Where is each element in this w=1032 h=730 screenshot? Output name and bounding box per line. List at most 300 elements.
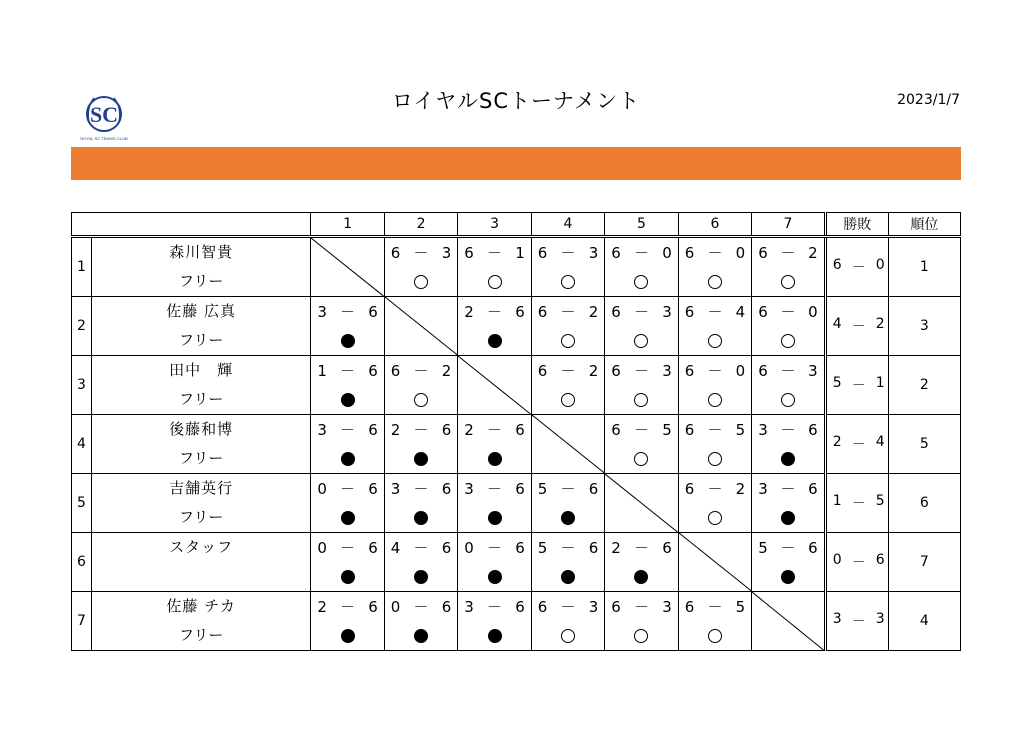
win-circle-icon bbox=[561, 629, 575, 643]
score-dash: － bbox=[707, 303, 723, 321]
match-score bbox=[752, 474, 823, 503]
result-mark bbox=[532, 267, 604, 296]
record-values bbox=[833, 493, 885, 513]
games-lost: 6 bbox=[368, 302, 378, 321]
player-number: 5 bbox=[72, 474, 92, 533]
win-circle-icon bbox=[708, 334, 722, 348]
result-mark bbox=[605, 385, 677, 414]
wins: 1 bbox=[832, 493, 842, 509]
losses: 0 bbox=[875, 257, 885, 273]
games-lost: 5 bbox=[662, 420, 672, 439]
games-lost: 6 bbox=[662, 538, 672, 557]
self-match-cell bbox=[605, 474, 678, 533]
player-name: 後藤和博 bbox=[169, 420, 234, 438]
header-blank bbox=[72, 213, 311, 237]
match-score bbox=[311, 533, 383, 562]
result-mark bbox=[458, 326, 530, 355]
result-mark bbox=[679, 503, 751, 532]
loss-dot-icon bbox=[488, 334, 502, 348]
self-match-cell bbox=[752, 592, 825, 651]
games-won: 3 bbox=[758, 420, 768, 439]
score-dash: － bbox=[780, 539, 796, 557]
win-loss-record bbox=[825, 297, 888, 356]
match-score bbox=[679, 297, 751, 326]
games-lost: 3 bbox=[662, 361, 672, 380]
result-mark bbox=[605, 562, 677, 591]
player-row bbox=[72, 356, 961, 415]
match-cell bbox=[311, 474, 384, 533]
record-dash: － bbox=[851, 260, 866, 276]
match-score bbox=[679, 474, 751, 503]
rank: 1 bbox=[888, 237, 960, 297]
rank: 6 bbox=[888, 474, 960, 533]
match-cell bbox=[384, 237, 457, 297]
games-lost: 6 bbox=[588, 538, 599, 557]
win-loss-record bbox=[825, 356, 888, 415]
games-won: 3 bbox=[464, 479, 474, 498]
score-dash: － bbox=[560, 244, 576, 262]
col-header: 1 bbox=[311, 213, 384, 237]
score-dash: － bbox=[340, 598, 356, 616]
games-won: 5 bbox=[537, 538, 548, 557]
result-mark bbox=[311, 326, 383, 355]
match-score bbox=[605, 415, 677, 444]
player-row bbox=[72, 415, 961, 474]
games-lost: 3 bbox=[588, 597, 599, 616]
win-circle-icon bbox=[708, 629, 722, 643]
result-mark bbox=[532, 385, 604, 414]
games-lost: 3 bbox=[441, 243, 452, 262]
match-cell bbox=[384, 474, 457, 533]
result-mark bbox=[385, 562, 457, 591]
wins: 2 bbox=[832, 434, 842, 450]
games-lost: 3 bbox=[662, 597, 672, 616]
match-score bbox=[385, 592, 457, 621]
player-number: 7 bbox=[72, 592, 92, 651]
loss-dot-icon bbox=[781, 511, 795, 525]
match-cell bbox=[531, 356, 604, 415]
player-row bbox=[72, 592, 961, 651]
result-mark bbox=[605, 444, 677, 473]
losses: 5 bbox=[875, 493, 885, 509]
win-circle-icon bbox=[708, 275, 722, 289]
games-won: 4 bbox=[390, 538, 401, 557]
score-dash: － bbox=[487, 539, 503, 557]
match-cell bbox=[531, 474, 604, 533]
col-header: 5 bbox=[605, 213, 678, 237]
games-won: 6 bbox=[611, 420, 621, 439]
player-club bbox=[92, 562, 310, 591]
score-dash: － bbox=[707, 362, 723, 380]
match-score bbox=[605, 297, 677, 326]
score-dash: － bbox=[560, 598, 576, 616]
player-name: 佐藤 チカ bbox=[166, 597, 236, 615]
games-won: 2 bbox=[390, 420, 401, 439]
games-lost: 5 bbox=[735, 597, 746, 616]
games-lost: 6 bbox=[808, 538, 818, 557]
games-lost: 0 bbox=[735, 243, 746, 262]
games-won: 6 bbox=[758, 243, 768, 262]
match-cell bbox=[678, 297, 751, 356]
games-won: 6 bbox=[537, 302, 548, 321]
score-dash: － bbox=[487, 598, 503, 616]
games-won: 0 bbox=[464, 538, 474, 557]
wins: 0 bbox=[832, 552, 842, 568]
win-circle-icon bbox=[561, 275, 575, 289]
player-number: 2 bbox=[72, 297, 92, 356]
win-loss-record bbox=[825, 533, 888, 592]
score-dash: － bbox=[780, 421, 796, 439]
result-mark bbox=[532, 326, 604, 355]
match-cell bbox=[752, 474, 825, 533]
result-mark bbox=[679, 385, 751, 414]
player-name: 吉舗英行 bbox=[169, 479, 234, 497]
logo-caption: ROYAL SC TENNIS CLUB bbox=[80, 136, 128, 141]
games-won: 3 bbox=[317, 420, 327, 439]
win-circle-icon bbox=[708, 393, 722, 407]
match-score bbox=[311, 297, 383, 326]
player-name: 田中 輝 bbox=[169, 361, 234, 379]
match-score bbox=[458, 533, 530, 562]
loss-dot-icon bbox=[561, 511, 575, 525]
record-values bbox=[833, 316, 885, 336]
player-row bbox=[72, 237, 961, 297]
result-mark bbox=[605, 326, 677, 355]
games-lost: 0 bbox=[808, 302, 818, 321]
loss-dot-icon bbox=[414, 629, 428, 643]
score-dash: － bbox=[413, 539, 429, 557]
rank: 3 bbox=[888, 297, 960, 356]
self-match-cell bbox=[531, 415, 604, 474]
diagonal-line bbox=[385, 297, 457, 355]
record-header: 勝敗 bbox=[825, 213, 888, 237]
player-club: フリー bbox=[178, 390, 224, 408]
player-number: 3 bbox=[72, 356, 92, 415]
score-dash: － bbox=[780, 244, 796, 262]
loss-dot-icon bbox=[341, 452, 355, 466]
round-robin-table bbox=[71, 212, 961, 651]
record-dash: － bbox=[851, 555, 866, 571]
match-score bbox=[752, 415, 823, 444]
score-dash: － bbox=[340, 303, 356, 321]
games-lost: 3 bbox=[808, 361, 818, 380]
match-cell bbox=[752, 533, 825, 592]
win-circle-icon bbox=[561, 393, 575, 407]
win-circle-icon bbox=[634, 393, 648, 407]
record-dash: － bbox=[851, 614, 866, 630]
score-dash: － bbox=[707, 480, 723, 498]
score-dash: － bbox=[340, 480, 356, 498]
score-dash: － bbox=[707, 598, 723, 616]
wins: 6 bbox=[832, 257, 842, 273]
games-won: 6 bbox=[684, 243, 695, 262]
match-cell bbox=[605, 356, 678, 415]
self-match-cell bbox=[678, 533, 751, 592]
games-lost: 0 bbox=[662, 243, 672, 262]
games-lost: 6 bbox=[368, 479, 378, 498]
diagonal-line bbox=[752, 592, 823, 650]
player-club: フリー bbox=[178, 331, 224, 349]
games-won: 6 bbox=[537, 243, 548, 262]
games-lost: 0 bbox=[735, 361, 746, 380]
games-lost: 6 bbox=[441, 538, 452, 557]
games-lost: 6 bbox=[588, 479, 599, 498]
games-lost: 6 bbox=[368, 361, 378, 380]
win-circle-icon bbox=[781, 393, 795, 407]
result-mark bbox=[679, 444, 751, 473]
games-won: 2 bbox=[611, 538, 621, 557]
win-circle-icon bbox=[634, 629, 648, 643]
score-dash: － bbox=[340, 421, 356, 439]
result-mark bbox=[605, 267, 677, 296]
rank-header: 順位 bbox=[888, 213, 960, 237]
result-mark bbox=[311, 621, 383, 650]
match-cell bbox=[605, 297, 678, 356]
match-score bbox=[532, 238, 604, 267]
match-cell bbox=[752, 297, 825, 356]
result-mark bbox=[385, 267, 457, 296]
record-values bbox=[833, 552, 885, 572]
match-cell bbox=[678, 356, 751, 415]
player-cell bbox=[92, 474, 311, 533]
win-circle-icon bbox=[414, 393, 428, 407]
score-dash: － bbox=[413, 244, 429, 262]
match-cell bbox=[458, 474, 531, 533]
col-header: 7 bbox=[752, 213, 825, 237]
match-cell bbox=[311, 592, 384, 651]
match-cell bbox=[678, 592, 751, 651]
games-won: 0 bbox=[317, 538, 327, 557]
header-row bbox=[72, 213, 961, 237]
match-cell bbox=[458, 592, 531, 651]
match-cell bbox=[311, 415, 384, 474]
games-lost: 6 bbox=[515, 597, 525, 616]
match-cell bbox=[458, 415, 531, 474]
diagonal-line bbox=[458, 356, 530, 414]
losses: 1 bbox=[875, 375, 885, 391]
score-dash: － bbox=[487, 303, 503, 321]
score-dash: － bbox=[707, 244, 723, 262]
result-mark bbox=[752, 444, 823, 473]
match-cell bbox=[311, 297, 384, 356]
record-dash: － bbox=[851, 496, 866, 512]
score-dash: － bbox=[633, 421, 649, 439]
loss-dot-icon bbox=[341, 629, 355, 643]
win-circle-icon bbox=[708, 511, 722, 525]
event-date: 2023/1/7 bbox=[897, 92, 960, 108]
games-won: 6 bbox=[758, 302, 768, 321]
win-loss-record bbox=[825, 237, 888, 297]
result-mark bbox=[752, 562, 823, 591]
match-score bbox=[532, 474, 604, 503]
match-score bbox=[311, 415, 383, 444]
score-dash: － bbox=[707, 421, 723, 439]
win-circle-icon bbox=[781, 275, 795, 289]
match-score bbox=[752, 238, 823, 267]
match-cell bbox=[384, 356, 457, 415]
match-cell bbox=[311, 356, 384, 415]
score-dash: － bbox=[633, 244, 649, 262]
games-lost: 5 bbox=[735, 420, 746, 439]
win-loss-record bbox=[825, 415, 888, 474]
rank: 7 bbox=[888, 533, 960, 592]
match-score bbox=[532, 356, 604, 385]
match-score bbox=[458, 297, 530, 326]
games-won: 3 bbox=[390, 479, 401, 498]
score-dash: － bbox=[340, 539, 356, 557]
player-number: 4 bbox=[72, 415, 92, 474]
score-dash: － bbox=[487, 421, 503, 439]
record-values bbox=[833, 611, 885, 631]
win-circle-icon bbox=[561, 334, 575, 348]
games-won: 6 bbox=[611, 597, 621, 616]
result-mark bbox=[311, 444, 383, 473]
games-lost: 6 bbox=[368, 420, 378, 439]
games-won: 6 bbox=[537, 361, 548, 380]
match-score bbox=[311, 356, 383, 385]
games-won: 6 bbox=[390, 243, 401, 262]
orange-banner bbox=[71, 147, 961, 180]
rank: 2 bbox=[888, 356, 960, 415]
match-cell bbox=[458, 237, 531, 297]
score-dash: － bbox=[560, 480, 576, 498]
score-dash: － bbox=[413, 362, 429, 380]
diagonal-line bbox=[532, 415, 604, 473]
games-lost: 2 bbox=[588, 302, 599, 321]
games-won: 6 bbox=[464, 243, 474, 262]
score-dash: － bbox=[413, 421, 429, 439]
wins: 3 bbox=[832, 611, 842, 627]
games-lost: 6 bbox=[515, 420, 525, 439]
match-score bbox=[385, 238, 457, 267]
match-score bbox=[458, 238, 530, 267]
games-lost: 4 bbox=[735, 302, 746, 321]
match-cell bbox=[605, 415, 678, 474]
games-won: 6 bbox=[684, 597, 695, 616]
player-number: 1 bbox=[72, 237, 92, 297]
loss-dot-icon bbox=[781, 452, 795, 466]
score-dash: － bbox=[413, 480, 429, 498]
player-number: 6 bbox=[72, 533, 92, 592]
match-cell bbox=[458, 297, 531, 356]
result-mark bbox=[679, 326, 751, 355]
score-dash: － bbox=[487, 480, 503, 498]
player-row bbox=[72, 474, 961, 533]
games-won: 6 bbox=[684, 302, 695, 321]
match-cell bbox=[605, 533, 678, 592]
match-score bbox=[385, 533, 457, 562]
match-score bbox=[532, 592, 604, 621]
losses: 3 bbox=[875, 611, 885, 627]
match-score bbox=[752, 297, 823, 326]
loss-dot-icon bbox=[488, 511, 502, 525]
svg-text:SC: SC bbox=[89, 102, 119, 127]
games-lost: 3 bbox=[662, 302, 672, 321]
result-mark bbox=[385, 621, 457, 650]
score-dash: － bbox=[340, 362, 356, 380]
col-header: 2 bbox=[384, 213, 457, 237]
games-won: 6 bbox=[758, 361, 768, 380]
result-mark bbox=[752, 503, 823, 532]
losses: 4 bbox=[875, 434, 885, 450]
self-match-cell bbox=[458, 356, 531, 415]
games-won: 3 bbox=[464, 597, 474, 616]
player-row bbox=[72, 297, 961, 356]
loss-dot-icon bbox=[414, 452, 428, 466]
games-lost: 6 bbox=[515, 302, 525, 321]
match-cell bbox=[605, 237, 678, 297]
result-mark bbox=[752, 326, 823, 355]
record-dash: － bbox=[851, 319, 866, 335]
result-mark bbox=[458, 503, 530, 532]
games-won: 3 bbox=[317, 302, 327, 321]
rank: 5 bbox=[888, 415, 960, 474]
result-mark bbox=[458, 562, 530, 591]
diagonal-line bbox=[679, 533, 751, 591]
player-cell bbox=[92, 415, 311, 474]
wins: 5 bbox=[832, 375, 842, 391]
wins: 4 bbox=[832, 316, 842, 332]
rank: 4 bbox=[888, 592, 960, 651]
score-dash: － bbox=[780, 480, 796, 498]
match-cell bbox=[531, 237, 604, 297]
match-score bbox=[532, 533, 604, 562]
result-mark bbox=[752, 267, 823, 296]
loss-dot-icon bbox=[414, 570, 428, 584]
result-mark bbox=[385, 503, 457, 532]
result-mark bbox=[458, 621, 530, 650]
score-dash: － bbox=[560, 362, 576, 380]
record-values bbox=[833, 375, 885, 395]
loss-dot-icon bbox=[341, 511, 355, 525]
match-cell bbox=[458, 533, 531, 592]
match-cell bbox=[752, 415, 825, 474]
games-won: 6 bbox=[390, 361, 401, 380]
col-header: 4 bbox=[531, 213, 604, 237]
player-cell bbox=[92, 297, 311, 356]
win-circle-icon bbox=[414, 275, 428, 289]
loss-dot-icon bbox=[341, 570, 355, 584]
match-cell bbox=[311, 533, 384, 592]
losses: 6 bbox=[875, 552, 885, 568]
games-lost: 2 bbox=[808, 243, 818, 262]
diagonal-line bbox=[311, 238, 383, 296]
result-mark bbox=[532, 562, 604, 591]
result-mark bbox=[458, 267, 530, 296]
result-mark bbox=[385, 385, 457, 414]
player-cell bbox=[92, 533, 311, 592]
player-row bbox=[72, 533, 961, 592]
result-mark bbox=[385, 444, 457, 473]
player-cell bbox=[92, 237, 311, 297]
win-circle-icon bbox=[781, 334, 795, 348]
score-dash: － bbox=[780, 303, 796, 321]
games-lost: 6 bbox=[441, 420, 452, 439]
loss-dot-icon bbox=[488, 570, 502, 584]
games-lost: 6 bbox=[368, 597, 378, 616]
loss-dot-icon bbox=[341, 334, 355, 348]
games-won: 6 bbox=[611, 361, 621, 380]
result-mark bbox=[752, 385, 823, 414]
win-loss-record bbox=[825, 474, 888, 533]
match-score bbox=[605, 356, 677, 385]
match-score bbox=[605, 592, 677, 621]
match-score bbox=[679, 356, 751, 385]
loss-dot-icon bbox=[414, 511, 428, 525]
score-dash: － bbox=[413, 598, 429, 616]
record-values bbox=[833, 434, 885, 454]
games-won: 5 bbox=[537, 479, 548, 498]
